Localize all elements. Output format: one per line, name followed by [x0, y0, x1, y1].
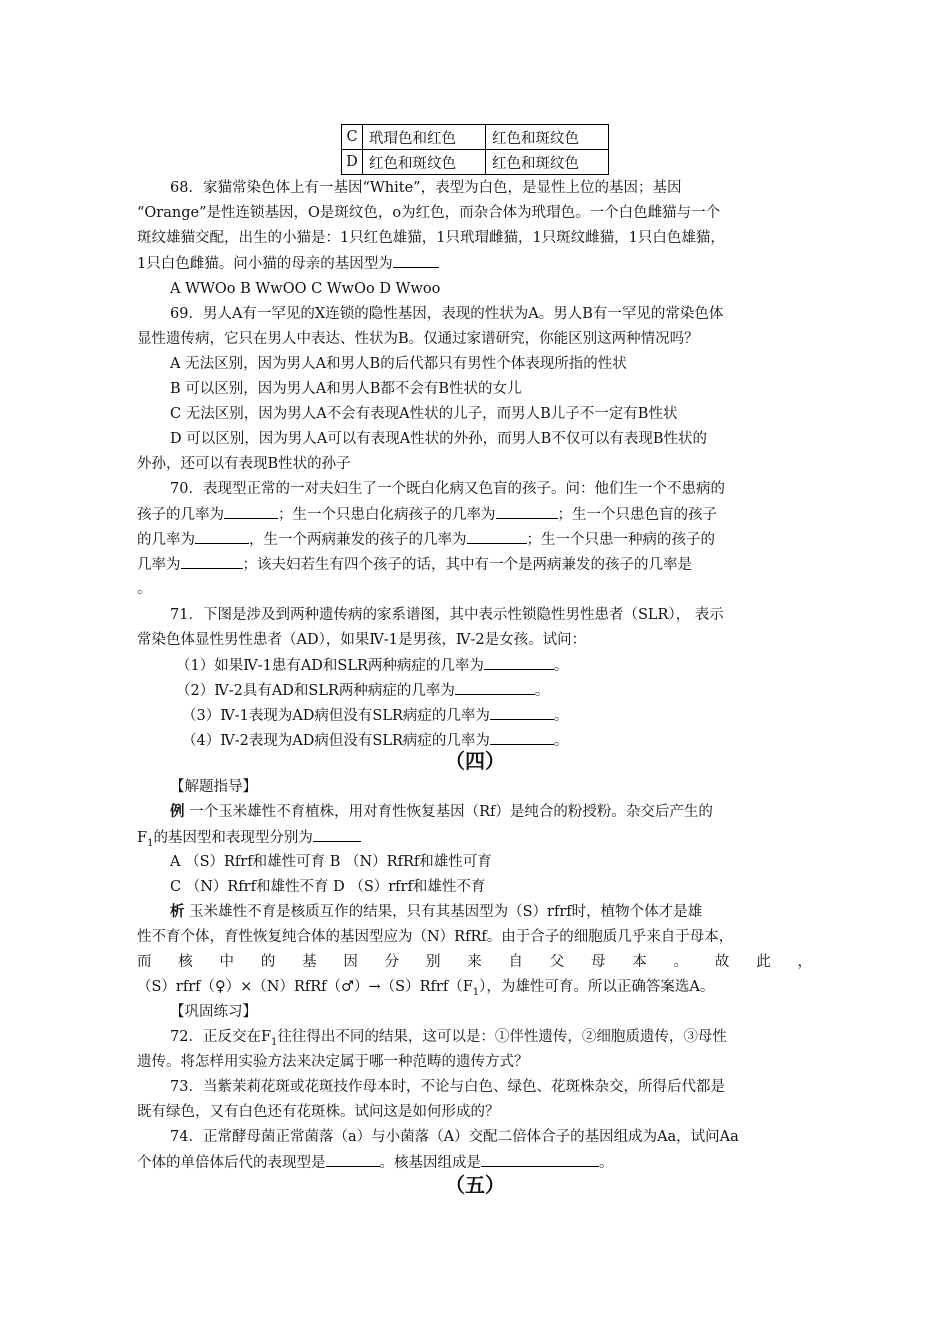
q68-line [137, 251, 817, 275]
q70-line [137, 527, 817, 551]
q72-text: 往往得出不同的结果，这可以是：①伴性遗传，②细胞质遗传，③母性 [277, 1029, 727, 1045]
section-heading: （五） [445, 1173, 505, 1197]
q74-text: 。核基因组成是 [379, 1155, 481, 1171]
answer-blank [181, 552, 243, 569]
answer-options-table [341, 124, 609, 175]
subscript: 1 [271, 1036, 278, 1048]
subscript: 1 [472, 986, 480, 998]
table-cell: 玳瑁色和红色 [363, 125, 486, 150]
answer-blank [467, 527, 527, 544]
q71-subquestion [176, 653, 856, 677]
q71-text: 。 [534, 683, 550, 699]
q68-line: 68．家猫常染色体上有一基因“White”，表型为白色，是显性上位的基因；基因 [170, 180, 682, 196]
answer-blank [326, 1150, 380, 1167]
q69-line: 69．男人A有一罕见的X连锁的隐性基因，表现的性状为A。男人B有一罕见的常染色体 [170, 306, 724, 322]
example-line [170, 800, 850, 824]
table-cell: 红色和斑纹色 [486, 125, 609, 150]
answer-blank [313, 825, 361, 842]
example-text: 的基因型和表现型分别为 [153, 830, 313, 846]
analysis-text: （S）rfrf（♀）×（N）RfRf（♂）→（S）Rfrf（F [137, 979, 473, 995]
q72-line: 遗传。将怎样用实验方法来决定属于哪一种范畴的遗传方式？ [137, 1054, 529, 1070]
q71-subquestion [182, 703, 862, 727]
table-cell: 红色和斑纹色 [363, 150, 486, 175]
q68-options: A WWOo B WwOO C WwOo D Wwoo [170, 281, 441, 297]
q71-text: 。 [553, 708, 569, 724]
q69-option-b: B 可以区别，因为男人A和男人B都不会有B性状的女儿 [170, 381, 522, 397]
q73-line: 73．当紫茉莉花斑或花斑技作母本时，不论与白色、绿色、花斑株杂交，所得后代都是 [170, 1079, 725, 1095]
table-row [342, 125, 609, 150]
q70-text: ；该夫妇若生有四个孩子的话，其中有一个是两病兼发的孩子的几率是 [242, 557, 692, 573]
table-cell: 红色和斑纹色 [486, 150, 609, 175]
q70-line: 。 [137, 581, 152, 597]
q71-text: （3）Ⅳ-1表现为AD病但没有SLR病症的几率为 [182, 708, 490, 724]
analysis-line [137, 975, 817, 999]
q68-line: 斑纹雄猫交配，出生的小猫是：1只红色雄猫，1只玳瑁雌猫，1只斑纹雌猫，1只白色雄猫， [137, 230, 725, 246]
guide-title: 【解题指导】 [170, 779, 257, 795]
practice-title: 【巩固练习】 [170, 1004, 257, 1020]
analysis-line: 性不育个体，育性恢复纯合体的基因型应为（N）RfRf。由于合子的细胞质几乎来自于母本， [137, 929, 734, 945]
section-heading: （四） [445, 749, 505, 773]
q74-text: 。 [599, 1155, 614, 1171]
analysis-line [170, 900, 850, 924]
q70-text: ，生一个两病兼发的孩子的几率为 [249, 532, 467, 548]
q71-line: 71．下图是涉及到两种遗传病的家系谱图，其中表示性锁隐性男性患者（SLR）， 表示 [170, 607, 724, 623]
q70-line [137, 552, 817, 576]
q70-line: 70．表现型正常的一对夫妇生了一个既白化病又色盲的孩子。问：他们生一个不患病的 [170, 481, 725, 497]
answer-blank [484, 653, 554, 670]
analysis-text: 玉米雄性不育是核质互作的结果，只有其基因型为（S）rfrf时，植物个体才是雄 [184, 904, 703, 920]
subscript: 1 [147, 837, 154, 849]
answer-blank [195, 527, 249, 544]
q70-line [137, 502, 817, 526]
example-text: F [137, 830, 148, 846]
example-options: C （N）Rfrf和雄性不育 D （S）rfrf和雄性不育 [170, 879, 486, 895]
q70-text: 的几率为 [137, 532, 195, 548]
example-line [137, 825, 817, 849]
example-label: 例 [170, 803, 185, 820]
q69-option-d: D 可以区别，因为男人A可以有表现A性状的外孙，而男人B不仅可以有表现B性状的 [170, 431, 707, 447]
analysis-text: ），为雄性可育。所以正确答案选A。 [479, 979, 715, 995]
q74-line: 74．正常酵母菌正常菌落（a）与小菌落（A）交配二倍体合子的基因组成为Aa，试问Aa [170, 1129, 739, 1145]
example-text: 一个玉米雄性不育植株，用对育性恢复基因（Rf）是纯合的粉授粉。杂交后产生的 [184, 804, 713, 820]
q68-text: 1只白色雌猫。问小猫的母亲的基因型为 [137, 256, 393, 272]
q72-text: 72．正反交在F [170, 1029, 272, 1045]
q74-text: 个体的单倍体后代的表现型是 [137, 1155, 326, 1171]
answer-blank [490, 728, 554, 745]
q68-line: “Orange”是性连锁基因，O是斑纹色，o为红色，而杂合体为玳瑁色。一个白色雌猫与一个 [137, 205, 721, 221]
analysis-line: 而 核 中 的 基 因 分 别 来 自 父 母 本 。 故 此 ， [137, 954, 812, 970]
table-row [342, 150, 609, 175]
table-cell: C [342, 125, 363, 150]
q71-line: 常染色体显性男性患者（AD），如果Ⅳ-1是男孩，Ⅳ-2是女孩。试问： [137, 632, 587, 648]
analysis-label: 析 [170, 903, 185, 920]
example-options: A （S）Rfrf和雄性可育 B （N）RfRf和雄性可育 [170, 854, 492, 870]
answer-blank [224, 502, 278, 519]
table-cell: D [342, 150, 363, 175]
q71-text: （2）Ⅳ-2具有AD和SLR两种病症的几率为 [176, 683, 455, 699]
answer-blank [455, 678, 535, 695]
q73-line: 既有绿色，又有白色还有花斑株。试问这是如何形成的？ [137, 1104, 500, 1120]
q72-line [170, 1025, 850, 1049]
q71-subquestion [176, 678, 856, 702]
q70-text: 几率为 [137, 557, 181, 573]
q70-text: 孩子的几率为 [137, 507, 224, 523]
q70-text: ；生一个只患色盲的孩子 [557, 507, 717, 523]
q71-text: （4）Ⅳ-2表现为AD病但没有SLR病症的几率为 [182, 733, 490, 749]
answer-blank [496, 502, 558, 519]
answer-blank [490, 703, 554, 720]
q71-text: （1）如果Ⅳ-1患有AD和SLR两种病症的几率为 [176, 658, 484, 674]
q70-text: ；生一个只患一种病的孩子的 [526, 532, 715, 548]
q69-line: 显性遗传病，它只在男人中表达、性状为B。仅通过家谱研究，你能区别这两种情况吗？ [137, 331, 699, 347]
q71-text: 。 [553, 733, 569, 749]
q71-text: 。 [553, 658, 569, 674]
q69-option-d-cont: 外孙，还可以有表现B性状的孙子 [137, 456, 351, 472]
answer-blank [393, 251, 439, 268]
q69-option-a: A 无法区别，因为男人A和男人B的后代都只有男性个体表现所指的性状 [170, 356, 627, 372]
answer-blank [481, 1150, 599, 1167]
q69-option-c: C 无法区别，因为男人A不会有表现A性状的儿子，而男人B儿子不一定有B性状 [170, 406, 678, 422]
q70-text: ；生一个只患白化病孩子的几率为 [278, 507, 496, 523]
